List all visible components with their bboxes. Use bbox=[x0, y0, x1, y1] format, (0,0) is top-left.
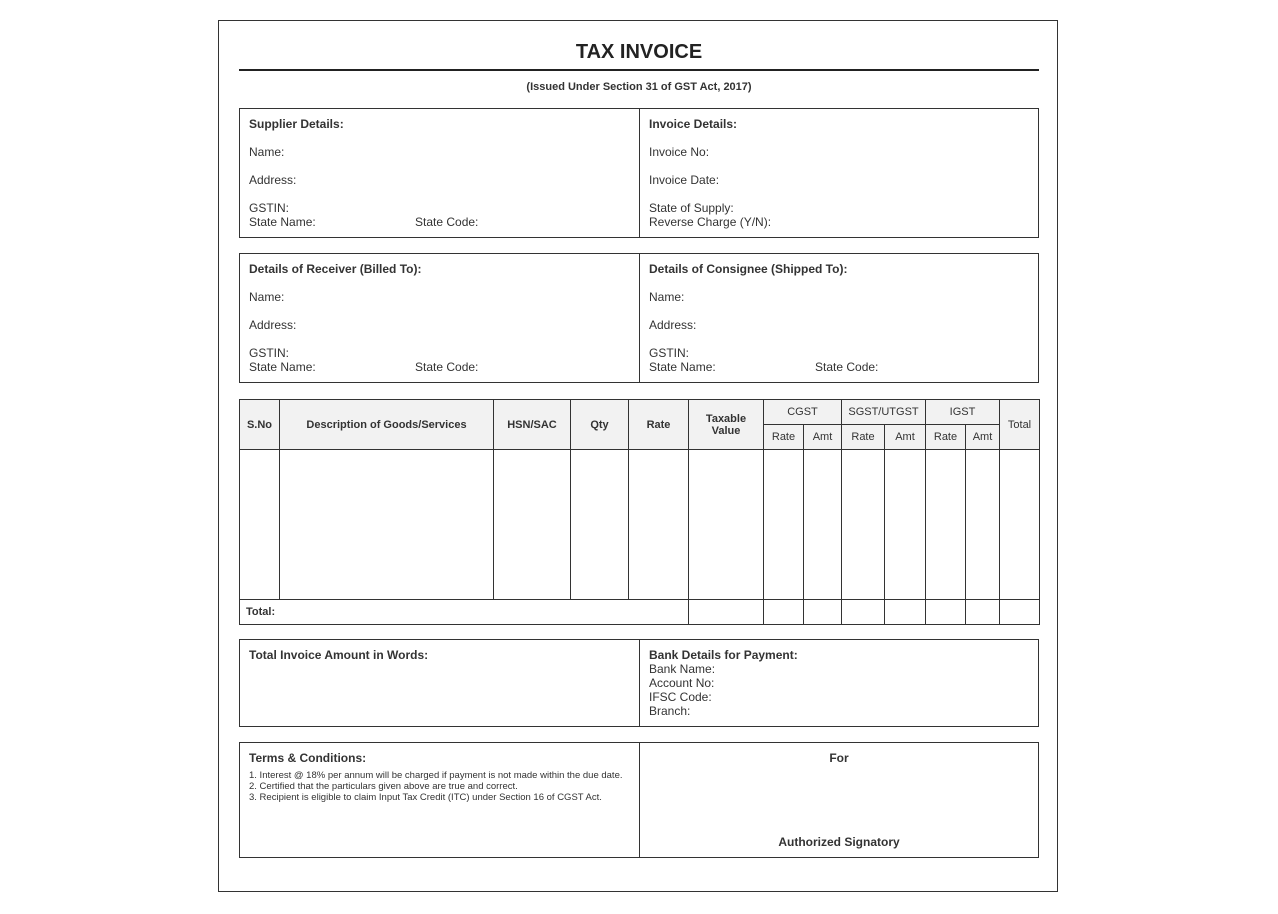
items-table bbox=[239, 399, 1040, 625]
consignee-heading: Details of Consignee (Shipped To): bbox=[649, 262, 848, 276]
total-row bbox=[240, 600, 1040, 625]
branch-label: Branch: bbox=[649, 704, 691, 718]
table-row bbox=[240, 450, 1040, 600]
supplier-gstin-label: GSTIN: bbox=[249, 201, 290, 215]
consignee-state-name-label: State Name: bbox=[649, 360, 716, 374]
igst-rate-header: Rate bbox=[926, 425, 966, 450]
invoice-details-heading: Invoice Details: bbox=[649, 117, 738, 131]
supplier-state-code-label: State Code: bbox=[415, 215, 479, 229]
cell-hsn bbox=[494, 450, 571, 600]
consignee-name-label: Name: bbox=[649, 290, 685, 304]
igst-amt-header: Amt bbox=[966, 425, 1000, 450]
supplier-heading: Supplier Details: bbox=[249, 117, 344, 131]
invoice-subtitle: (Issued Under Section 31 of GST Act, 2017) bbox=[526, 81, 752, 93]
cell-total bbox=[1000, 450, 1040, 600]
cell-cgst-amt bbox=[804, 450, 842, 600]
invoice-no-label: Invoice No: bbox=[649, 145, 710, 159]
consignee-details bbox=[639, 254, 1038, 382]
consignee-address-label: Address: bbox=[649, 318, 697, 332]
total-label: Total: bbox=[240, 600, 689, 625]
ifsc-label: IFSC Code: bbox=[649, 690, 712, 704]
col-taxable-header: Taxable Value bbox=[689, 400, 764, 450]
cgst-rate-header: Rate bbox=[764, 425, 804, 450]
receiver-heading: Details of Receiver (Billed To): bbox=[249, 262, 422, 276]
supplier-state-name-label: State Name: bbox=[249, 215, 316, 229]
consignee-gstin-label: GSTIN: bbox=[649, 346, 690, 360]
total-sgst-rate bbox=[842, 600, 885, 625]
invoice-title: TAX INVOICE bbox=[575, 41, 703, 63]
total-igst-rate bbox=[926, 600, 966, 625]
cell-taxable bbox=[689, 450, 764, 600]
total-cgst-rate bbox=[764, 600, 804, 625]
total-cgst-amt bbox=[804, 600, 842, 625]
receiver-address-label: Address: bbox=[249, 318, 297, 332]
cell-igst-rate bbox=[926, 450, 966, 600]
col-qty-header: Qty bbox=[571, 400, 629, 450]
sgst-rate-header: Rate bbox=[842, 425, 885, 450]
col-sgst-header: SGST/UTGST bbox=[842, 400, 926, 425]
title-divider bbox=[239, 69, 1039, 71]
receiver-name-label: Name: bbox=[249, 290, 285, 304]
consignee-state-code-label: State Code: bbox=[815, 360, 879, 374]
cell-sgst-amt bbox=[885, 450, 926, 600]
terms-list bbox=[249, 770, 630, 803]
total-taxable bbox=[689, 600, 764, 625]
total-sgst-amt bbox=[885, 600, 926, 625]
col-igst-header: IGST bbox=[926, 400, 1000, 425]
amount-words-heading: Total Invoice Amount in Words: bbox=[249, 648, 429, 662]
cell-qty bbox=[571, 450, 629, 600]
receiver-state-name-label: State Name: bbox=[249, 360, 316, 374]
supplier-invoice-section bbox=[239, 108, 1039, 238]
list-item: 3. Recipient is eligible to claim Input Tax Credit (ITC) under Section 16 of CGST Act. bbox=[249, 792, 602, 803]
bank-heading: Bank Details for Payment: bbox=[649, 648, 798, 662]
col-description-header: Description of Goods/Services bbox=[280, 400, 494, 450]
list-item: 1. Interest @ 18% per annum will be charged if payment is not made within the due date. bbox=[249, 770, 623, 781]
bank-details bbox=[639, 640, 1038, 726]
list-item: 2. Certified that the particulars given above are true and correct. bbox=[249, 781, 518, 792]
invoice-page bbox=[218, 20, 1058, 892]
reverse-charge-label: Reverse Charge (Y/N): bbox=[649, 215, 772, 229]
sgst-amt-header: Amt bbox=[885, 425, 926, 450]
state-of-supply-label: State of Supply: bbox=[649, 201, 734, 215]
cell-sgst-rate bbox=[842, 450, 885, 600]
authorized-signatory-label: Authorized Signatory bbox=[778, 835, 900, 849]
receiver-details bbox=[240, 254, 639, 382]
supplier-name-label: Name: bbox=[249, 145, 285, 159]
cgst-amt-header: Amt bbox=[804, 425, 842, 450]
account-no-label: Account No: bbox=[649, 676, 715, 690]
receiver-gstin-label: GSTIN: bbox=[249, 346, 290, 360]
amount-in-words bbox=[240, 640, 639, 726]
signature-area bbox=[639, 743, 1038, 857]
terms-conditions bbox=[240, 743, 639, 857]
col-cgst-header: CGST bbox=[764, 400, 842, 425]
total-total bbox=[1000, 600, 1040, 625]
terms-heading: Terms & Conditions: bbox=[249, 751, 367, 765]
col-total-header: Total bbox=[1000, 400, 1040, 450]
terms-signature-section bbox=[239, 742, 1039, 858]
total-igst-amt bbox=[966, 600, 1000, 625]
col-sno-header: S.No bbox=[240, 400, 280, 450]
amount-bank-section bbox=[239, 639, 1039, 727]
supplier-address-label: Address: bbox=[249, 173, 297, 187]
receiver-consignee-section bbox=[239, 253, 1039, 383]
supplier-details bbox=[240, 109, 639, 237]
invoice-details bbox=[639, 109, 1038, 237]
col-rate-header: Rate bbox=[629, 400, 689, 450]
cell-description bbox=[280, 450, 494, 600]
cell-sno bbox=[240, 450, 280, 600]
invoice-date-label: Invoice Date: bbox=[649, 173, 720, 187]
cell-rate bbox=[629, 450, 689, 600]
col-hsn-header: HSN/SAC bbox=[494, 400, 571, 450]
bank-name-label: Bank Name: bbox=[649, 662, 716, 676]
cell-igst-amt bbox=[966, 450, 1000, 600]
cell-cgst-rate bbox=[764, 450, 804, 600]
receiver-state-code-label: State Code: bbox=[415, 360, 479, 374]
for-label: For bbox=[829, 751, 849, 765]
